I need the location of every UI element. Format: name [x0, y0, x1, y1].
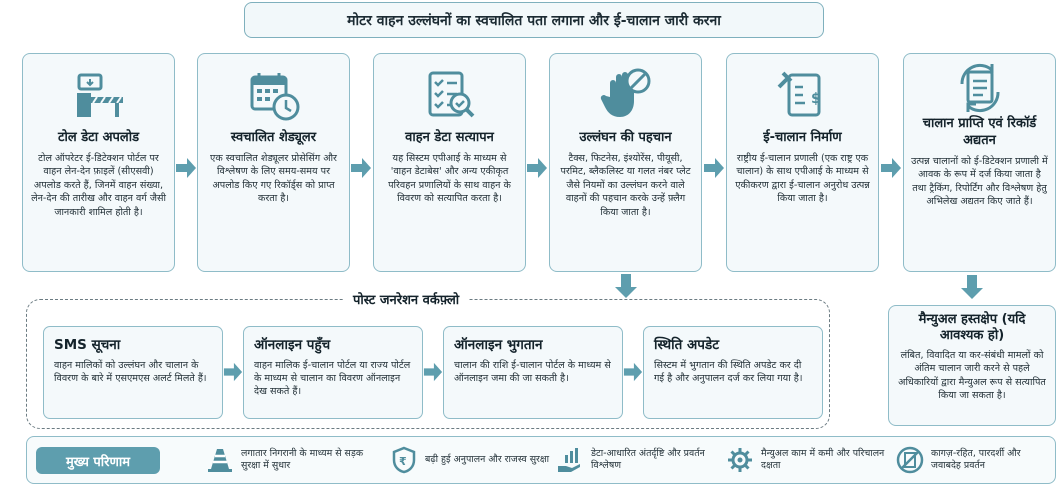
outcome-efficiency	[726, 443, 886, 477]
post-card-online-access	[243, 326, 423, 419]
flow-arrow-right	[423, 362, 443, 382]
calendar-clock-icon	[242, 64, 306, 126]
post-card-title: स्थिति अपडेट	[654, 337, 720, 353]
step-card-violation-detect	[549, 53, 702, 272]
manual-intervention-card	[888, 305, 1056, 426]
flow-arrow-right	[623, 362, 643, 382]
svg-text:$: $	[810, 91, 821, 107]
page-title: मोटर वाहन उल्लंघनों का स्वचालित पता लगाना और ई-चालान जारी करना	[244, 2, 824, 38]
outcome-compliance	[390, 443, 550, 477]
post-card-description: चालान की राशि ई-चालान पोर्टल के माध्यम से ऑनलाइन जमा की जा सकती है।	[454, 360, 611, 384]
step-description: उत्पन्न चालानों को ई-डिटेक्शन प्रणाली में आवक के रूप में दर्ज किया जाता है तथा ट्रैकिंग, रिपोर्टिंग और विश्लेषण हेतु अभिलेख अद्यतन किए जाते हैं।	[911, 156, 1048, 208]
flow-arrow-right	[880, 157, 902, 179]
step-card-toll-upload	[22, 53, 175, 272]
step-title: उल्लंघन की पहचान	[579, 130, 672, 145]
step-description: टोल ऑपरेटर ई-डिटेक्शन पोर्टल पर वाहन लेन-देन फ़ाइलें (सीएसवी) अपलोड करते हैं, जिनमें वाहन संख्या, लेन-देन की तारीख और वाहन वर्ग जैसी जानकारी शामिल होती है।	[31, 153, 166, 218]
key-results-label: मुख्य परिणाम	[36, 447, 160, 474]
traffic-cone-icon	[206, 446, 234, 474]
outcome-paperless	[896, 443, 1046, 477]
chart-hand-icon	[556, 446, 584, 474]
flow-arrow-right	[223, 362, 243, 382]
outcome-text: कागज़-रहित, पारदर्शी और जवाबदेह प्रवर्तन	[931, 447, 1021, 471]
post-card-title: ऑनलाइन भुगतान	[454, 337, 543, 353]
step-description: टैक्स, फिटनेस, इंश्योरेंस, पीयूसी, परमिट, ब्लैकलिस्ट या गलत नंबर प्लेट जैसे नियमों का उल्लंघन करने वाले वाहनों की पहचान करके उन्हें फ़्लैग किया जाता है।	[560, 153, 691, 218]
outcome-insights	[556, 443, 716, 477]
rupee-shield-icon	[390, 446, 418, 474]
outcome-text: लगातार निगरानी के माध्यम से सड़क सुरक्षा में सुधार	[241, 447, 364, 471]
manual-title: मैन्युअल हस्तक्षेप (यदि आवश्यक हो)	[918, 312, 1026, 343]
step-card-vehicle-verify	[373, 53, 526, 272]
step-description: यह सिस्टम एपीआई के माध्यम से 'वाहन डेटाबेस' और अन्य एकीकृत परिवहन प्रणालियों के साथ वाहन के विवरण को सत्यापित करता है।	[388, 153, 511, 205]
post-card-description: वाहन मालिक ई-चालान पोर्टल या राज्य पोर्टल के माध्यम से चालान का विवरण ऑनलाइन देख सकते हैं।	[254, 360, 411, 397]
post-card-title: ऑनलाइन पहुँच	[254, 337, 331, 353]
post-card-status-update	[643, 326, 823, 419]
step-card-scheduler	[197, 53, 350, 272]
step-title: चालान प्राप्ति एवं रिकॉर्ड अद्यतन	[922, 116, 1037, 148]
step-title: टोल डेटा अपलोड	[57, 130, 140, 145]
post-card-title: SMS सूचना	[54, 337, 121, 353]
echallan-document-icon	[771, 64, 835, 126]
step-description: राष्ट्रीय ई-चालान प्रणाली (एक राष्ट्र एक चालान) के साथ एपीआई के माध्यम से एकीकरण द्वारा ई-चालान अनुरोध उत्पन्न किया जाता है।	[735, 153, 870, 205]
outcome-text: बढ़ी हुई अनुपालन और राजस्व सुरक्षा	[425, 453, 550, 465]
outcome-text: डेटा-आधारित अंतर्दृष्टि और प्रवर्तन विश्लेषण	[591, 447, 705, 471]
toll-gate-icon	[67, 64, 131, 126]
step-title: स्वचालित शेड्यूलर	[230, 130, 317, 145]
post-card-online-payment	[443, 326, 623, 419]
outcome-text: मैन्युअल काम में कमी और परिचालन दक्षता	[761, 447, 885, 471]
svg-text:₹: ₹	[399, 455, 407, 468]
flow-arrow-down	[960, 274, 984, 300]
post-card-description: वाहन मालिकों को उल्लंघन और चालान के विवरण के बारे में एसएमएस अलर्ट मिलते हैं।	[54, 360, 207, 384]
manual-description: लंबित, विवादित या कर-संबंधी मामलों को अंतिम चालान जारी करने से पहले अधिकारियों द्वारा मैन्युअल रूप से सत्यापित किया जा सकता है।	[898, 350, 1046, 402]
flow-arrow-right	[526, 157, 548, 179]
checklist-verify-icon	[418, 64, 482, 126]
step-card-record-update	[903, 53, 1056, 272]
post-generation-label: पोस्ट जनरेशन वर्कफ़्लो	[343, 290, 469, 308]
step-title: ई-चालान निर्माण	[763, 130, 842, 145]
document-cycle-icon	[948, 64, 1012, 112]
flow-arrow-right	[175, 157, 197, 179]
step-card-echallan-create	[726, 53, 879, 272]
no-paper-icon	[896, 446, 924, 474]
step-description: एक स्वचालित शेड्यूलर प्रोसेसिंग और विश्लेषण के लिए समय-समय पर अपलोड किए गए रिकॉर्ड्स को प्राप्त करता है।	[210, 153, 337, 205]
flow-arrow-down	[614, 273, 638, 299]
step-title: वाहन डेटा सत्यापन	[405, 130, 494, 145]
efficiency-gear-icon	[726, 446, 754, 474]
outcome-road-safety	[206, 443, 376, 477]
post-card-description: सिस्टम में भुगतान की स्थिति अपडेट कर दी गई है और अनुपालन दर्ज कर लिया गया है।	[654, 360, 803, 384]
post-card-sms	[43, 326, 223, 419]
stop-hand-icon	[594, 64, 658, 126]
flow-arrow-right	[703, 157, 725, 179]
flow-arrow-right	[350, 157, 372, 179]
